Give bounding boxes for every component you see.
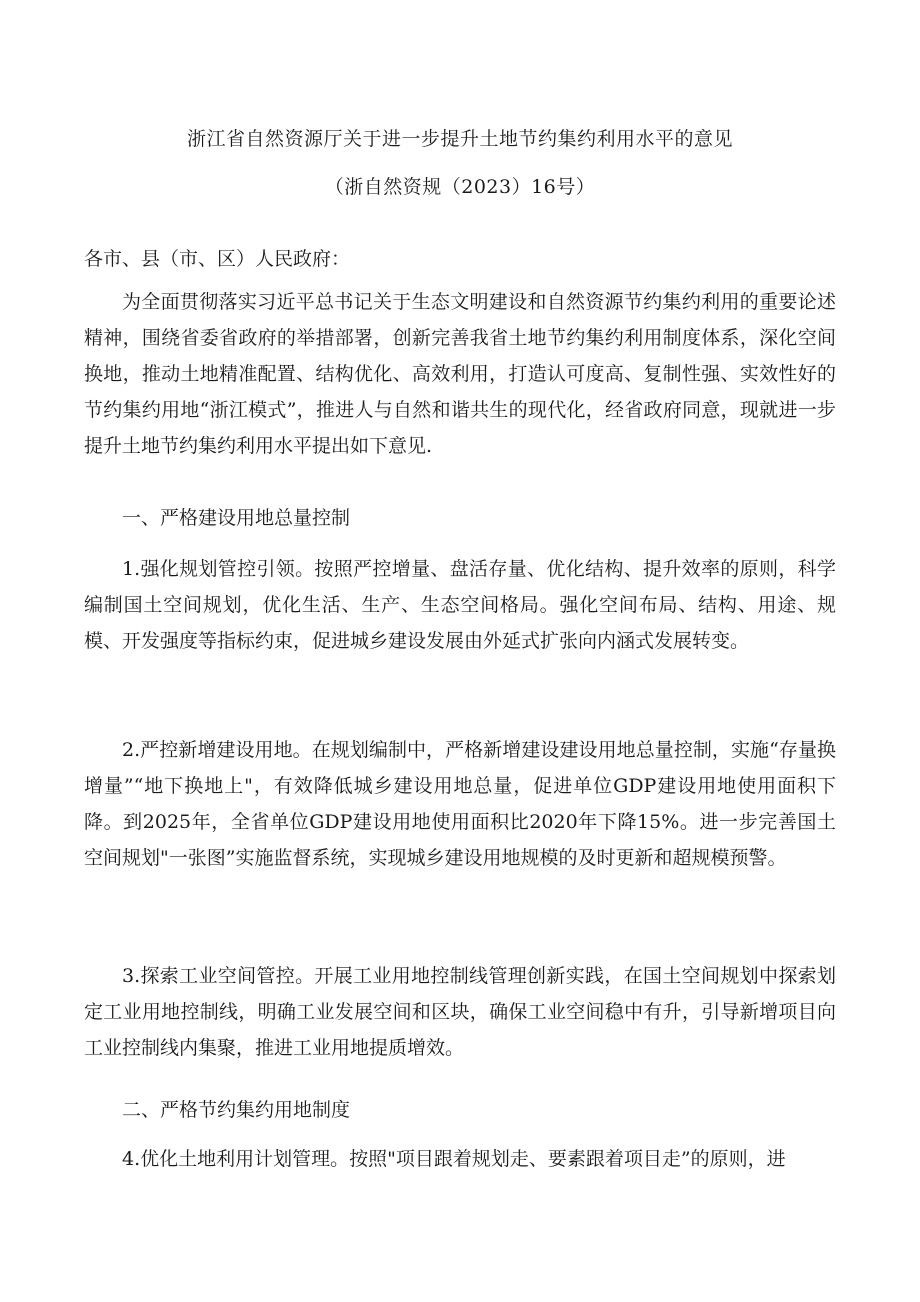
paragraph-3: 3.探索工业空间管控。开展工业用地控制线管理创新实践，在国土空间规划中探索划定工业用地控制线，明确工业发展空间和区块，确保工业空间稳中有升，引导新增项目向工业控制线内集聚，推进工业用地提质增效。 [84,965,836,1059]
salutation: 各市、县（市、区）人民政府： [84,248,351,270]
paragraph-1: 1.强化规划管控引领。按照严控增量、盘活存量、优化结构、提升效率的原则，科学编制国土空间规划，优化生活、生产、生态空间格局。强化空间布局、结构、用途、规模、开发强度等指标约束，促进城乡建设发展由外延式扩张向内涵式发展转变。 [84,558,836,652]
paragraph-4: 4.优化土地利用计划管理。按照"项目跟着规划走、要素跟着项目走”的原则，进 [122,1148,786,1170]
intro-paragraph: 为全面贯彻落实习近平总书记关于生态文明建设和自然资源节约集约利用的重要论述精神，围绕省委省政府的举措部署，创新完善我省土地节约集约利用制度体系，深化空间换地，推动土地精准配置、结构优化、高效利用，打造认可度高、复制性强、实效性好的节约集约用地“浙江模式”，推进人与自然和谐共生的现代化，经省政府同意，现就进一步提升土地节约集约利用水平提出如下意见. [84,291,836,457]
document-title: 浙江省自然资源厅关于进一步提升土地节约集约利用水平的意见 [186,128,733,150]
document-number: （浙自然资规（2023）16号） [324,176,596,198]
paragraph-2: 2.严控新增建设用地。在规划编制中，严格新增建设建设用地总量控制，实施“存量换增量”“地下换地上"，有效降低城乡建设用地总量，促进单位GDP建设用地使用面积下降。到2025年，全省单位GDP建设用地使用面积比2020年下降15%。进一步完善国土空间规划"一张图”实施监督系统，实现城乡建设用地规模的及时更新和超规模预警。 [84,739,836,869]
section-heading-2: 二、严格节约集约用地制度 [122,1099,351,1121]
section-heading-1: 一、严格建设用地总量控制 [122,507,351,529]
